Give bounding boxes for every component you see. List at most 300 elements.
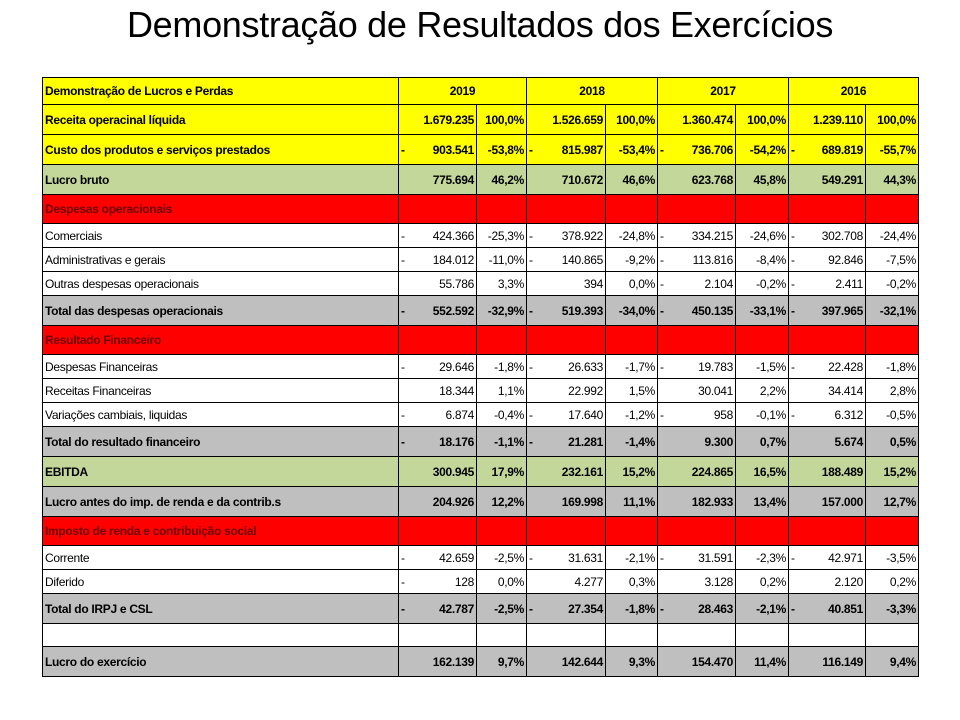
value-cell xyxy=(789,195,866,224)
percent-cell xyxy=(866,624,919,647)
table-row xyxy=(43,457,919,487)
value: 5.674 xyxy=(834,434,863,449)
percent-cell xyxy=(477,624,527,647)
value-cell xyxy=(789,546,866,570)
percent-cell: -53,8% xyxy=(477,135,527,165)
value: 17.640 xyxy=(568,407,603,422)
table-row xyxy=(43,487,919,517)
value-cell xyxy=(399,379,477,403)
value: 775.694 xyxy=(432,172,474,187)
negative-sign: - xyxy=(529,228,533,243)
value-cell xyxy=(789,105,866,135)
value: 27.354 xyxy=(568,601,603,616)
value: 31.631 xyxy=(568,550,603,565)
table-row xyxy=(43,135,919,165)
row-label xyxy=(43,624,399,647)
value-cell xyxy=(399,355,477,379)
value-cell xyxy=(399,517,477,546)
value-cell xyxy=(658,427,736,457)
value-cell xyxy=(789,487,866,517)
percent-cell: -32,9% xyxy=(477,296,527,326)
value-cell xyxy=(789,272,866,296)
value-cell xyxy=(527,487,606,517)
percent-cell: -0,4% xyxy=(477,403,527,427)
row-label: Receitas Financeiras xyxy=(43,379,399,403)
value: 40.851 xyxy=(828,601,863,616)
value: 302.708 xyxy=(821,228,863,243)
table-row xyxy=(43,355,919,379)
percent-cell xyxy=(866,326,919,355)
value-cell xyxy=(399,427,477,457)
value: 1.239.110 xyxy=(812,112,863,127)
row-label: Comerciais xyxy=(43,224,399,248)
header-label: Demonstração de Lucros e Perdas xyxy=(43,78,399,105)
value: 18.344 xyxy=(439,383,474,398)
negative-sign: - xyxy=(529,550,533,565)
value-cell xyxy=(789,517,866,546)
value: 30.041 xyxy=(698,383,733,398)
percent-cell: 46,2% xyxy=(477,165,527,195)
value-cell xyxy=(527,624,606,647)
value: 22.428 xyxy=(828,359,863,374)
row-label: Total do IRPJ e CSL xyxy=(43,594,399,624)
value: 519.393 xyxy=(561,303,603,318)
percent-cell: -1,4% xyxy=(606,427,658,457)
negative-sign: - xyxy=(401,550,405,565)
value-cell xyxy=(527,224,606,248)
value: 9.300 xyxy=(704,434,733,449)
value: 42.971 xyxy=(828,550,863,565)
negative-sign: - xyxy=(791,359,795,374)
year-header: 2016 xyxy=(789,78,919,105)
negative-sign: - xyxy=(401,601,405,616)
negative-sign: - xyxy=(529,142,533,157)
value: 549.291 xyxy=(821,172,863,187)
percent-cell: 3,3% xyxy=(477,272,527,296)
percent-cell: -1,8% xyxy=(866,355,919,379)
value: 4.277 xyxy=(574,574,603,589)
negative-sign: - xyxy=(660,228,664,243)
table-row xyxy=(43,647,919,677)
percent-cell: 0,7% xyxy=(736,427,789,457)
percent-cell: 0,2% xyxy=(866,570,919,594)
value-cell xyxy=(789,379,866,403)
negative-sign: - xyxy=(660,601,664,616)
percent-cell xyxy=(606,517,658,546)
row-label: Lucro do exercício xyxy=(43,647,399,677)
row-label: Corrente xyxy=(43,546,399,570)
value: 2.120 xyxy=(834,574,863,589)
percent-cell: -0,2% xyxy=(866,272,919,296)
negative-sign: - xyxy=(791,142,795,157)
value-cell xyxy=(527,195,606,224)
percent-cell: -33,1% xyxy=(736,296,789,326)
value: 903.541 xyxy=(432,142,474,157)
value-cell xyxy=(399,326,477,355)
negative-sign: - xyxy=(401,228,405,243)
value: 689.819 xyxy=(821,142,863,157)
value-cell xyxy=(789,647,866,677)
negative-sign: - xyxy=(660,252,664,267)
percent-cell: -24,6% xyxy=(736,224,789,248)
row-label: Custo dos produtos e serviços prestados xyxy=(43,135,399,165)
value-cell xyxy=(658,594,736,624)
row-label: Administrativas e gerais xyxy=(43,248,399,272)
value: 1.360.474 xyxy=(682,112,733,127)
value-cell xyxy=(399,647,477,677)
negative-sign: - xyxy=(401,574,405,589)
value-cell xyxy=(399,248,477,272)
percent-cell: 100,0% xyxy=(606,105,658,135)
value-cell xyxy=(527,594,606,624)
percent-cell: 12,2% xyxy=(477,487,527,517)
table-row xyxy=(43,403,919,427)
value: 188.489 xyxy=(821,464,863,479)
percent-cell: -8,4% xyxy=(736,248,789,272)
row-label: Diferido xyxy=(43,570,399,594)
percent-cell xyxy=(736,624,789,647)
value: 55.786 xyxy=(439,276,474,291)
percent-cell xyxy=(736,326,789,355)
value: 736.706 xyxy=(691,142,733,157)
percent-cell: 0,0% xyxy=(606,272,658,296)
value-cell xyxy=(527,248,606,272)
value: 21.281 xyxy=(568,434,603,449)
value-cell xyxy=(658,105,736,135)
percent-cell: 9,4% xyxy=(866,647,919,677)
value-cell xyxy=(527,546,606,570)
negative-sign: - xyxy=(791,303,795,318)
percent-cell: -9,2% xyxy=(606,248,658,272)
value-cell xyxy=(399,594,477,624)
row-label: Outras despesas operacionais xyxy=(43,272,399,296)
value-cell xyxy=(527,326,606,355)
value: 31.591 xyxy=(698,550,733,565)
table-row xyxy=(43,379,919,403)
percent-cell: -0,1% xyxy=(736,403,789,427)
negative-sign: - xyxy=(401,142,405,157)
value: 6.312 xyxy=(834,407,863,422)
percent-cell: 0,3% xyxy=(606,570,658,594)
year-header: 2018 xyxy=(527,78,658,105)
negative-sign: - xyxy=(660,550,664,565)
value: 42.659 xyxy=(439,550,474,565)
value: 142.644 xyxy=(561,654,603,669)
percent-cell: -1,1% xyxy=(477,427,527,457)
percent-cell: -2,5% xyxy=(477,546,527,570)
value-cell xyxy=(527,355,606,379)
value-cell xyxy=(789,296,866,326)
year-header: 2017 xyxy=(658,78,789,105)
negative-sign: - xyxy=(791,252,795,267)
value-cell xyxy=(399,105,477,135)
value-cell xyxy=(658,517,736,546)
value: 157.000 xyxy=(821,494,863,509)
percent-cell: 44,3% xyxy=(866,165,919,195)
value: 450.135 xyxy=(691,303,733,318)
percent-cell: -3,5% xyxy=(866,546,919,570)
value: 128 xyxy=(454,574,474,589)
value-cell xyxy=(658,326,736,355)
value-cell xyxy=(399,195,477,224)
value: 26.633 xyxy=(568,359,603,374)
percent-cell xyxy=(606,195,658,224)
negative-sign: - xyxy=(791,228,795,243)
percent-cell: 100,0% xyxy=(736,105,789,135)
row-label: EBITDA xyxy=(43,457,399,487)
value-cell xyxy=(789,355,866,379)
table-row xyxy=(43,195,919,224)
value: 92.846 xyxy=(828,252,863,267)
value: 19.783 xyxy=(698,359,733,374)
value-cell xyxy=(527,105,606,135)
negative-sign: - xyxy=(660,359,664,374)
value: 34.414 xyxy=(828,383,863,398)
negative-sign: - xyxy=(529,359,533,374)
negative-sign: - xyxy=(660,142,664,157)
percent-cell: 100,0% xyxy=(866,105,919,135)
value-cell xyxy=(399,165,477,195)
value: 182.933 xyxy=(691,494,733,509)
percent-cell: -0,5% xyxy=(866,403,919,427)
value-cell xyxy=(399,224,477,248)
percent-cell xyxy=(477,326,527,355)
row-label: Total do resultado financeiro xyxy=(43,427,399,457)
negative-sign: - xyxy=(791,276,795,291)
value-cell xyxy=(527,517,606,546)
value-cell xyxy=(658,457,736,487)
value: 154.470 xyxy=(691,654,733,669)
percent-cell: 15,2% xyxy=(866,457,919,487)
percent-cell: -2,3% xyxy=(736,546,789,570)
value-cell xyxy=(527,457,606,487)
value: 552.592 xyxy=(432,303,474,318)
table-row xyxy=(43,517,919,546)
value: 3.128 xyxy=(704,574,733,589)
row-label: Total das despesas operacionais xyxy=(43,296,399,326)
value: 204.926 xyxy=(432,494,474,509)
percent-cell: -34,0% xyxy=(606,296,658,326)
percent-cell: -24,4% xyxy=(866,224,919,248)
value: 29.646 xyxy=(439,359,474,374)
percent-cell: 45,8% xyxy=(736,165,789,195)
value-cell xyxy=(527,570,606,594)
value-cell xyxy=(527,379,606,403)
value: 334.215 xyxy=(691,228,733,243)
value-cell xyxy=(658,647,736,677)
value: 6.874 xyxy=(445,407,474,422)
value-cell xyxy=(658,355,736,379)
value: 113.816 xyxy=(692,252,733,267)
percent-cell: -55,7% xyxy=(866,135,919,165)
row-label: Lucro bruto xyxy=(43,165,399,195)
percent-cell xyxy=(736,517,789,546)
value-cell xyxy=(658,165,736,195)
row-label: Receita operacinal líquida xyxy=(43,105,399,135)
percent-cell: 46,6% xyxy=(606,165,658,195)
value-cell xyxy=(399,457,477,487)
value-cell xyxy=(789,594,866,624)
value-cell xyxy=(658,546,736,570)
percent-cell xyxy=(477,517,527,546)
value: 232.161 xyxy=(561,464,603,479)
value-cell xyxy=(527,427,606,457)
percent-cell: -1,5% xyxy=(736,355,789,379)
percent-cell xyxy=(477,195,527,224)
negative-sign: - xyxy=(529,303,533,318)
value: 397.965 xyxy=(821,303,863,318)
percent-cell: -1,8% xyxy=(477,355,527,379)
table-row xyxy=(43,570,919,594)
value: 169.998 xyxy=(561,494,603,509)
percent-cell: -1,2% xyxy=(606,403,658,427)
year-header: 2019 xyxy=(399,78,527,105)
table-row xyxy=(43,224,919,248)
value: 2.411 xyxy=(835,276,863,291)
percent-cell: 16,5% xyxy=(736,457,789,487)
value-cell xyxy=(658,224,736,248)
percent-cell: 2,8% xyxy=(866,379,919,403)
value-cell xyxy=(527,403,606,427)
negative-sign: - xyxy=(529,252,533,267)
value: 378.922 xyxy=(561,228,603,243)
value-cell xyxy=(789,248,866,272)
percent-cell: 13,4% xyxy=(736,487,789,517)
negative-sign: - xyxy=(660,276,664,291)
value: 710.672 xyxy=(561,172,603,187)
value: 140.865 xyxy=(561,252,603,267)
slide-title: Demonstração de Resultados dos Exercícios xyxy=(126,4,834,45)
percent-cell: -53,4% xyxy=(606,135,658,165)
value-cell xyxy=(658,195,736,224)
value-cell xyxy=(399,296,477,326)
negative-sign: - xyxy=(401,434,405,449)
value: 42.787 xyxy=(439,601,474,616)
value-cell xyxy=(658,624,736,647)
negative-sign: - xyxy=(660,407,664,422)
value-cell xyxy=(527,165,606,195)
percent-cell: 0,2% xyxy=(736,570,789,594)
percent-cell: 0,0% xyxy=(477,570,527,594)
value: 2.104 xyxy=(704,276,733,291)
table-row xyxy=(43,248,919,272)
negative-sign: - xyxy=(529,434,533,449)
value-cell xyxy=(658,248,736,272)
value-cell xyxy=(789,403,866,427)
percent-cell: -7,5% xyxy=(866,248,919,272)
value-cell xyxy=(789,570,866,594)
percent-cell: -25,3% xyxy=(477,224,527,248)
value-cell xyxy=(789,165,866,195)
percent-cell: -2,1% xyxy=(606,546,658,570)
percent-cell: -1,7% xyxy=(606,355,658,379)
value-cell xyxy=(527,135,606,165)
percent-cell: -11,0% xyxy=(477,248,527,272)
negative-sign: - xyxy=(529,407,533,422)
value: 424.366 xyxy=(432,228,474,243)
negative-sign: - xyxy=(401,359,405,374)
negative-sign: - xyxy=(791,550,795,565)
value: 184.012 xyxy=(432,252,474,267)
value-cell xyxy=(658,379,736,403)
value-cell xyxy=(399,624,477,647)
value: 22.992 xyxy=(568,383,603,398)
row-label: Despesas operacionais xyxy=(43,195,399,224)
row-label: Despesas Financeiras xyxy=(43,355,399,379)
table-row xyxy=(43,105,919,135)
row-label: Resultado Financeiro xyxy=(43,326,399,355)
percent-cell: 0,5% xyxy=(866,427,919,457)
negative-sign: - xyxy=(791,407,795,422)
percent-cell: 17,9% xyxy=(477,457,527,487)
table-row xyxy=(43,165,919,195)
value: 1.526.659 xyxy=(552,112,603,127)
value-cell xyxy=(399,272,477,296)
value-cell xyxy=(789,224,866,248)
percent-cell: -0,2% xyxy=(736,272,789,296)
percent-cell: 100,0% xyxy=(477,105,527,135)
percent-cell xyxy=(866,517,919,546)
value-cell xyxy=(399,487,477,517)
percent-cell xyxy=(866,195,919,224)
percent-cell xyxy=(606,624,658,647)
percent-cell: 11,4% xyxy=(736,647,789,677)
percent-cell: -2,1% xyxy=(736,594,789,624)
value-cell xyxy=(399,570,477,594)
percent-cell: 9,3% xyxy=(606,647,658,677)
percent-cell: 12,7% xyxy=(866,487,919,517)
negative-sign: - xyxy=(401,407,405,422)
negative-sign: - xyxy=(660,303,664,318)
value: 815.987 xyxy=(561,142,603,157)
percent-cell xyxy=(736,195,789,224)
percent-cell: -3,3% xyxy=(866,594,919,624)
value-cell xyxy=(658,403,736,427)
value: 18.176 xyxy=(439,434,474,449)
row-label: Lucro antes do imp. de renda e da contrib.s xyxy=(43,487,399,517)
value-cell xyxy=(399,135,477,165)
value-cell xyxy=(658,272,736,296)
table-row xyxy=(43,594,919,624)
percent-cell: -2,5% xyxy=(477,594,527,624)
value-cell xyxy=(399,403,477,427)
value: 224.865 xyxy=(691,464,733,479)
header-row xyxy=(43,78,919,105)
value: 28.463 xyxy=(698,601,733,616)
percent-cell: 15,2% xyxy=(606,457,658,487)
negative-sign: - xyxy=(791,601,795,616)
table-row xyxy=(43,326,919,355)
value-cell xyxy=(789,457,866,487)
value-cell xyxy=(789,135,866,165)
value-cell xyxy=(658,296,736,326)
value-cell xyxy=(658,135,736,165)
percent-cell: 1,1% xyxy=(477,379,527,403)
percent-cell: -54,2% xyxy=(736,135,789,165)
value-cell xyxy=(789,326,866,355)
percent-cell xyxy=(606,326,658,355)
value-cell xyxy=(527,296,606,326)
row-label: Variações cambiais, liquidas xyxy=(43,403,399,427)
percent-cell: -32,1% xyxy=(866,296,919,326)
negative-sign: - xyxy=(401,252,405,267)
value-cell xyxy=(789,624,866,647)
income-statement-table xyxy=(42,77,919,677)
value-cell xyxy=(399,546,477,570)
table-row xyxy=(43,427,919,457)
percent-cell: -1,8% xyxy=(606,594,658,624)
value-cell xyxy=(658,570,736,594)
